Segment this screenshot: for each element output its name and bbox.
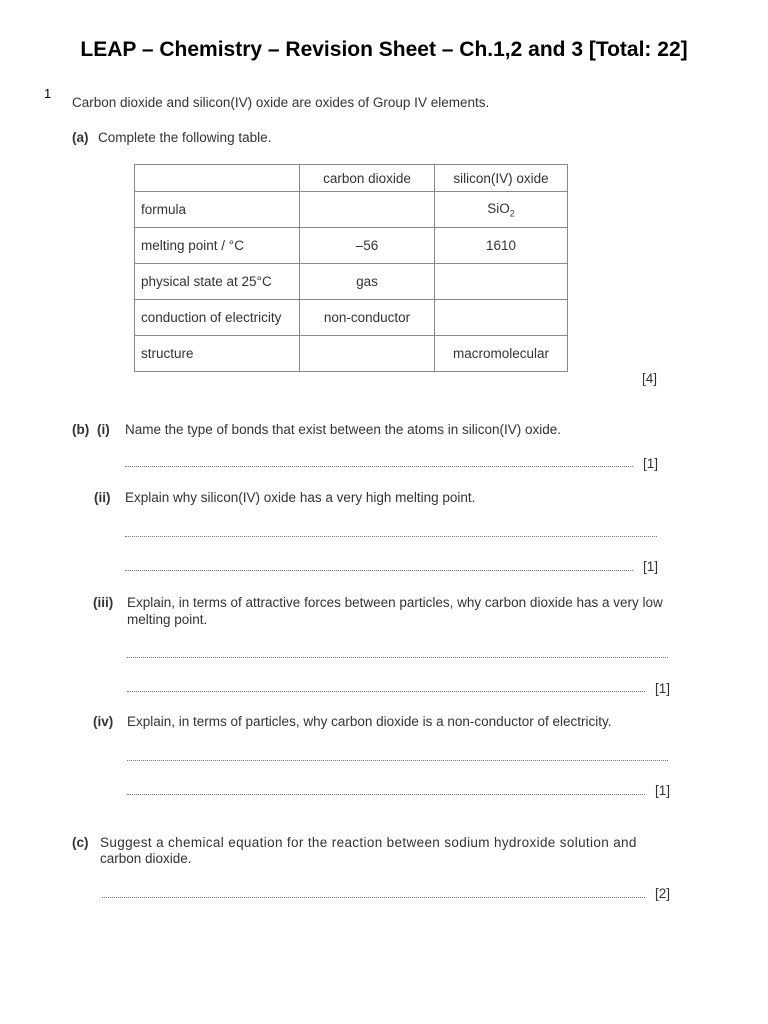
answer-line[interactable]	[102, 897, 645, 898]
table-row	[135, 264, 568, 300]
part-b-iii-text-line2: melting point.	[127, 612, 208, 627]
table-header-cell	[135, 165, 300, 192]
part-b-iv-text: Explain, in terms of particles, why carbon dioxide is a non-conductor of electricity.	[127, 714, 612, 729]
table-row	[135, 192, 568, 228]
answer-line[interactable]	[125, 570, 633, 571]
part-c-text-line1: Suggest a chemical equation for the reaction between sodium hydroxide solution and	[100, 835, 637, 850]
table-cell-property: conduction of electricity	[135, 300, 300, 336]
answer-line[interactable]	[127, 794, 645, 795]
page-title: LEAP – Chemistry – Revision Sheet – Ch.1,2 and 3 [Total: 22]	[80, 38, 688, 61]
table-header-cell: silicon(IV) oxide	[435, 165, 568, 192]
part-b-iii-text-line1: Explain, in terms of attractive forces between particles, why carbon dioxide has a very low	[127, 595, 663, 610]
part-b-iv-marks: [1]	[655, 783, 671, 798]
part-b-i-label: (i)	[97, 422, 110, 437]
table-cell-co2	[300, 336, 435, 372]
oxides-table	[134, 164, 568, 372]
table-cell-sio2: 1610	[435, 228, 568, 264]
answer-line[interactable]	[127, 691, 645, 692]
part-a-marks: [4]	[642, 371, 658, 386]
part-b-ii-marks: [1]	[643, 559, 659, 574]
table-row	[135, 336, 568, 372]
question-number: 1	[44, 86, 52, 101]
table-cell-co2: non-conductor	[300, 300, 435, 336]
table-cell-sio2	[435, 300, 568, 336]
part-c-marks: [2]	[655, 886, 671, 901]
part-a-text: Complete the following table.	[98, 130, 272, 145]
part-b-i-marks: [1]	[643, 456, 659, 471]
part-b-label: (b)	[72, 422, 90, 437]
table-cell-co2: –56	[300, 228, 435, 264]
part-c-text-line2: carbon dioxide.	[100, 851, 192, 866]
answer-line[interactable]	[125, 466, 633, 467]
answer-line[interactable]	[125, 536, 657, 537]
table-header-cell: carbon dioxide	[300, 165, 435, 192]
table-header-row	[135, 165, 568, 192]
answer-line[interactable]	[127, 760, 668, 761]
part-b-iii-label: (iii)	[93, 595, 114, 610]
table-cell-sio2	[435, 264, 568, 300]
part-c-label: (c)	[72, 835, 89, 850]
question-intro: Carbon dioxide and silicon(IV) oxide are oxides of Group IV elements.	[72, 95, 490, 110]
part-b-ii-label: (ii)	[94, 490, 111, 505]
table-cell-property: melting point / °C	[135, 228, 300, 264]
table-row	[135, 300, 568, 336]
table-cell-property: formula	[135, 192, 300, 228]
table-cell-co2: gas	[300, 264, 435, 300]
part-a-label: (a)	[72, 130, 89, 145]
part-b-i-text: Name the type of bonds that exist between the atoms in silicon(IV) oxide.	[125, 422, 561, 437]
part-b-iii-marks: [1]	[655, 681, 671, 696]
part-b-ii-text: Explain why silicon(IV) oxide has a very high melting point.	[125, 490, 476, 505]
table-row	[135, 228, 568, 264]
table-cell-sio2: macromolecular	[435, 336, 568, 372]
table-cell-property: physical state at 25°C	[135, 264, 300, 300]
formula-subscript: 2	[509, 208, 515, 219]
table-cell-property: structure	[135, 336, 300, 372]
table-cell-sio2	[435, 192, 568, 228]
part-b-iv-label: (iv)	[93, 714, 114, 729]
table-cell-co2	[300, 192, 435, 228]
formula-main: SiO	[487, 200, 510, 216]
answer-line[interactable]	[127, 657, 668, 658]
